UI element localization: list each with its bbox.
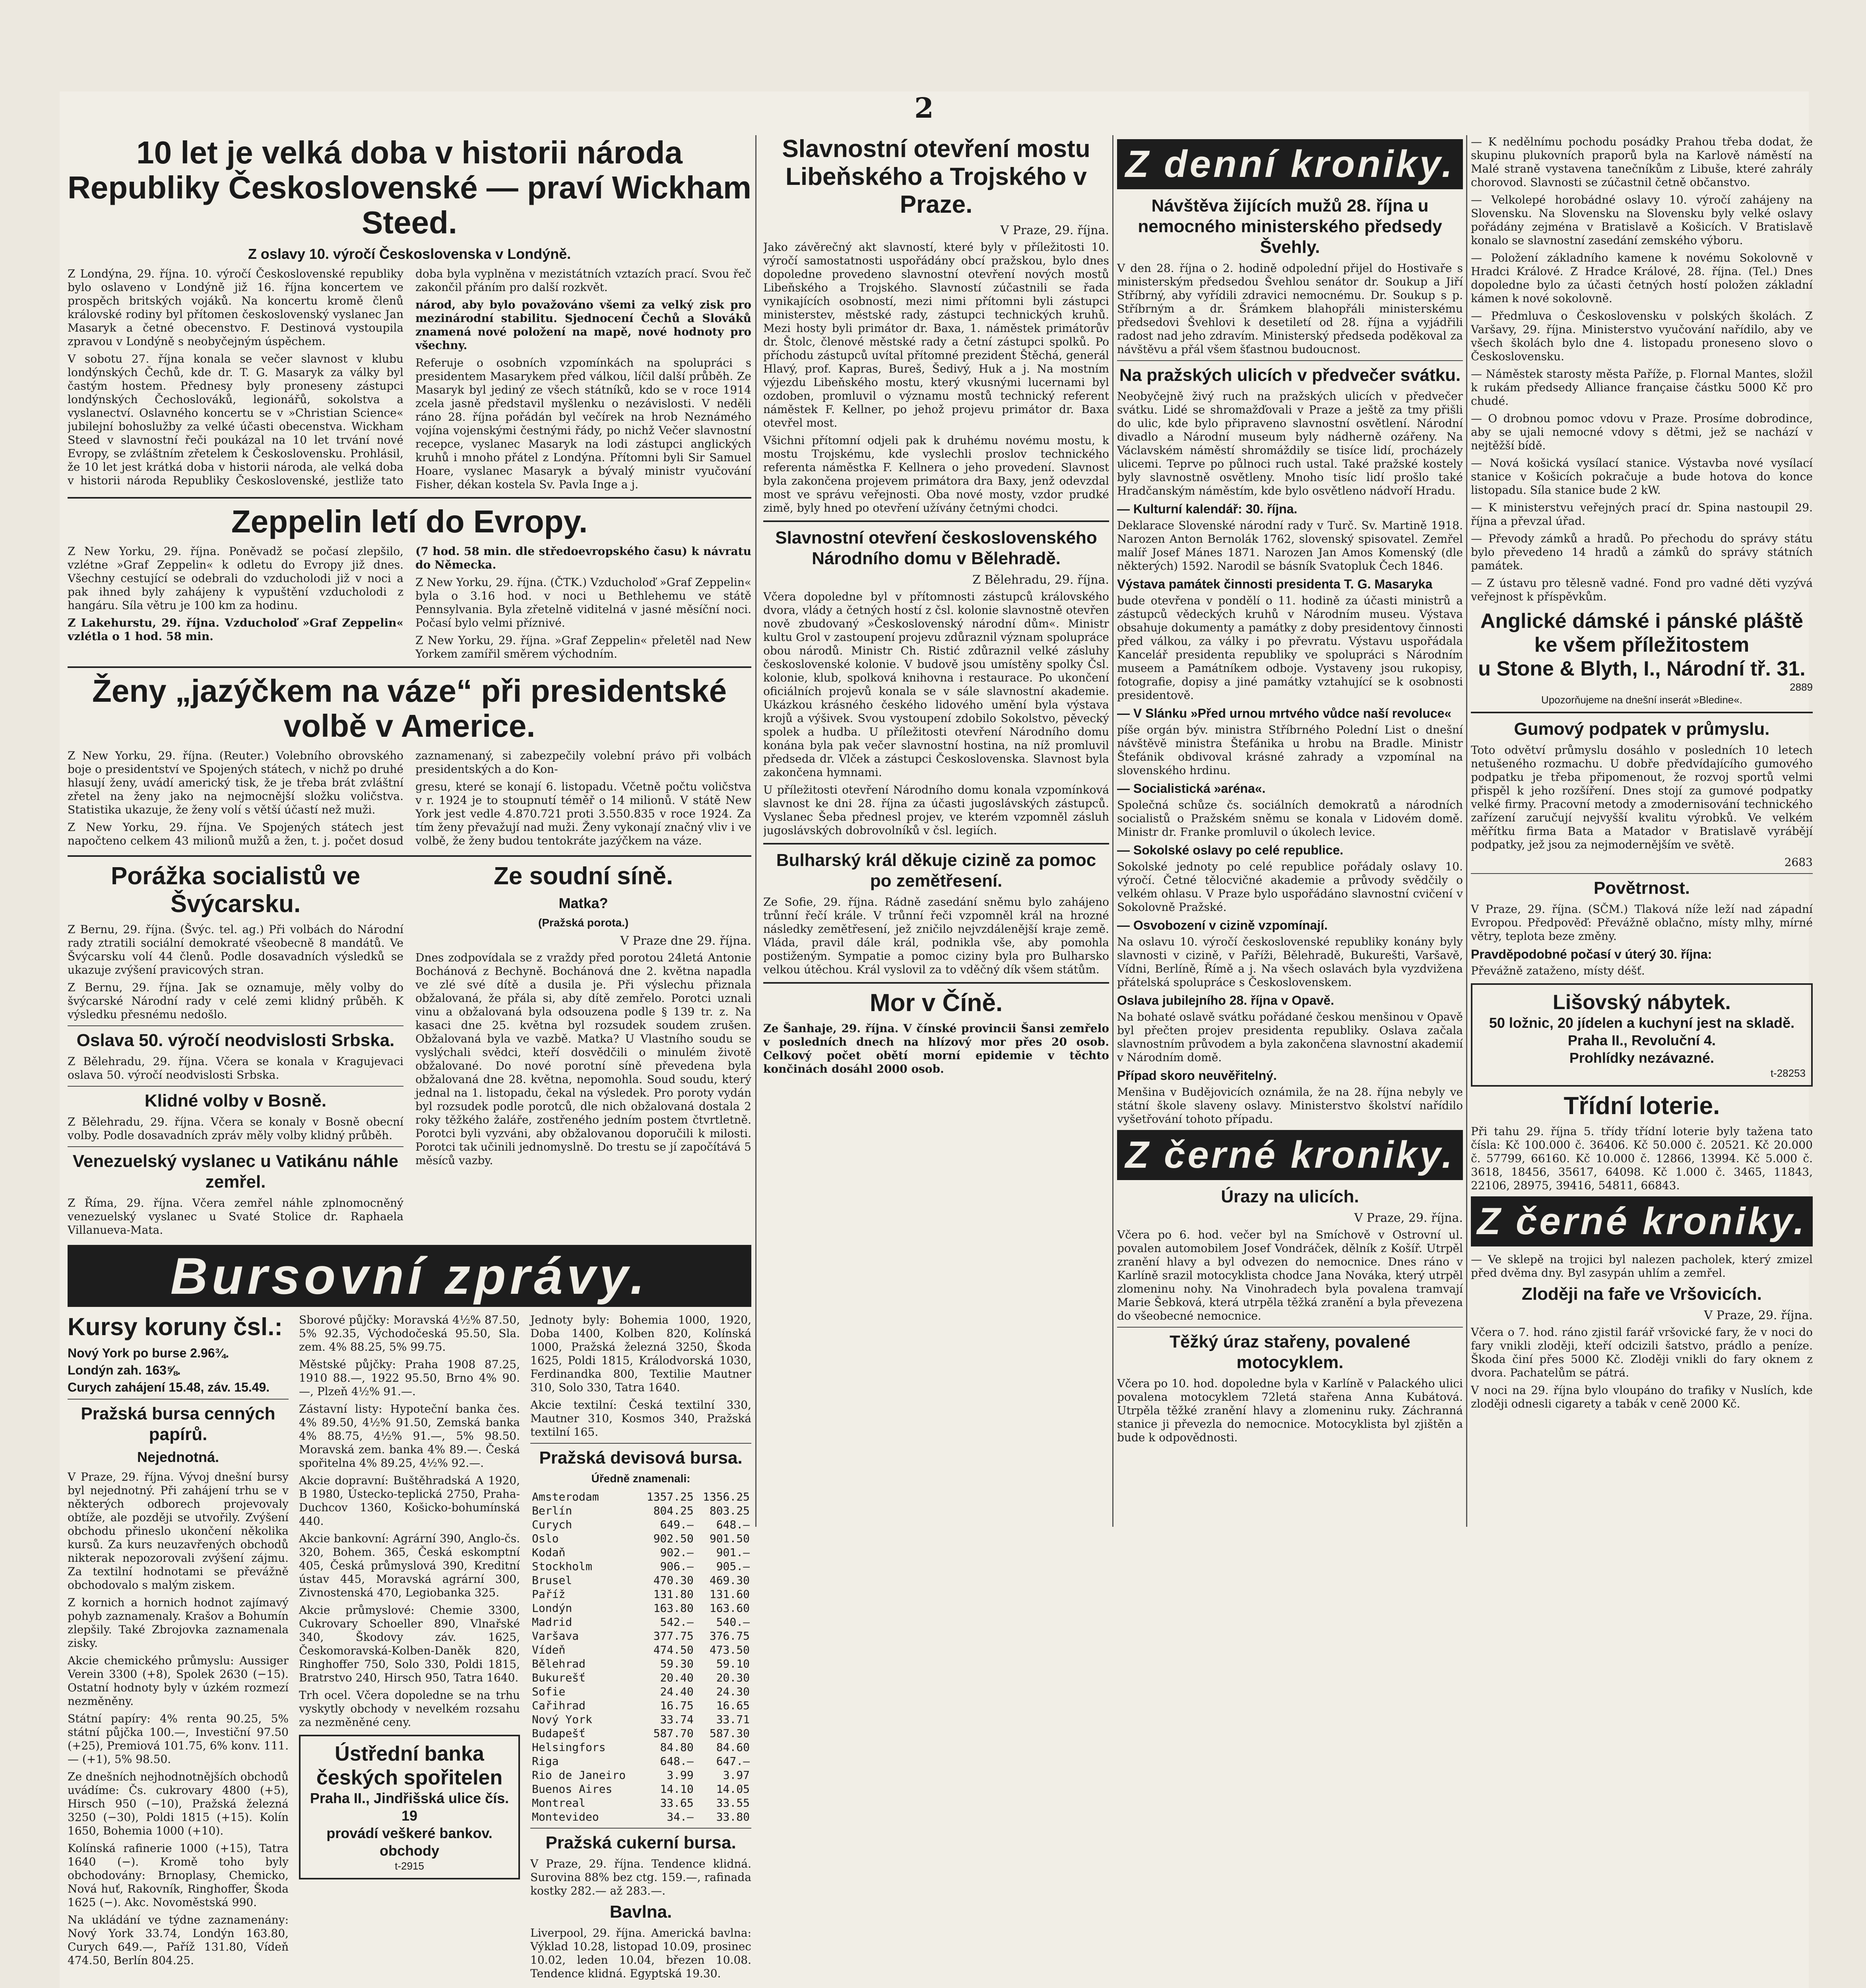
ad-stone-blyth xyxy=(1471,609,1813,706)
devisy-row xyxy=(530,1699,751,1712)
article-subtitle: Nejednotná. xyxy=(137,1449,219,1465)
devisy-rate: 470.30 xyxy=(653,1574,694,1587)
devisy-rate: 33.80 xyxy=(716,1810,750,1823)
ad-headline: Ústřední banka českých spořitelen xyxy=(316,1742,503,1789)
paragraph: Dnes zodpovídala se z vraždy před porotou 24letá Antonie Bochánová z Bechyně. Bochánová dne 2. května napadla ve zlé své dítě a dusila je. Při výslechu přiznala obžalovaná, že přála si, aby dítě zemřelo. Porotci uznali vinu a obžalovaná byla odsouzena podle § 139 tr. z. Na kasaci dne 25. května byl rozsudek soudem zrušen. Obžalovaná byla ve vazbě. Matka? U Vlastního soudu se vyslýchali svědci, kteří dosvědčili o minulém životě obžalované. Do nové porotní síně převedena byla obžalovaná dne 28. května, nepomohla. Soud soudu, který jednal na 1. listopadu, čekal na výsledek. Pro poroty vydán byl rozsudek podle porotců, dle nich obžalovaná dostala 2 roky těžkého žaláře, zostřeného jedním postem čtvrtletně. Porotci byli vyzváni, aby obžalovanou doporučili k milosti. Porotci tak učinili jednomyslně. Do trestu se jí započítává 5 měsíců vazby. xyxy=(415,951,751,1167)
devisy-row xyxy=(530,1726,751,1740)
item-lead: Výstava památek činnosti presidenta T. G. Masaryka xyxy=(1117,577,1433,591)
item-lead: — Sokolské oslavy po celé republice. xyxy=(1117,843,1344,857)
devisy-title: Pražská devisová bursa. xyxy=(539,1448,743,1468)
devisy-rate: 84.60 xyxy=(716,1741,750,1754)
paragraph: Z Říma, 29. října. Včera zemřel náhle zplnomocněný venezuelský vyslanec u Svaté Stolice dr. Raphaela Villanueva-Mata. xyxy=(68,1196,403,1237)
short-news-row xyxy=(68,862,751,1241)
paragraph: — Předmluva o Československu v polských školách. Z Varšavy, 29. října. Ministerstvo vyučování nařídilo, aby ve všech školách bylo dne 4. listopadu proneseno slovo o Československu. xyxy=(1471,309,1813,363)
paragraph: V Praze, 29. října. Tendence klidná. Surovina 88% bez ctg. 159.—, rafinada kostky 282.— až 283.—. xyxy=(530,1857,751,1897)
devisy-city: Helsingfors xyxy=(532,1741,606,1754)
devisy-row xyxy=(530,1643,751,1657)
devisy-city: Riga xyxy=(532,1755,559,1768)
devisy-rate: 33.55 xyxy=(716,1796,750,1809)
paragraph: U příležitosti otevření Národního domu konala vzpomínková slavnost ke dni 28. října za účasti jugoslávských zástupců. Vyslanec Šeba přednesl projev, ve kterém vzpomněl zásluh jugoslávských dobrovolníků v čsl. legiích. xyxy=(763,783,1109,837)
article-title: Návštěva žijících mužů 28. října u nemocného ministerského předsedy Švehly. xyxy=(1138,196,1442,257)
paragraph: Sborové půjčky: Moravská 4½% 87.50, 5% 92.35, Východočeská 95.50, Sla. zem. 4% 88.25, 5% 99.75. xyxy=(299,1313,520,1353)
ad-tagline: provádí veškeré bankov. obchody xyxy=(326,1825,493,1859)
item-lead: — Kulturní kalendář: 30. října. xyxy=(1117,502,1298,516)
section-banner: Z černé kroniky. xyxy=(1471,1196,1813,1246)
devisy-rate: 1357.25 xyxy=(646,1490,694,1503)
column-4 xyxy=(1471,135,1813,1415)
devisy-rate: 14.10 xyxy=(660,1782,694,1796)
devisy-row xyxy=(530,1657,751,1671)
ad-bank xyxy=(299,1735,520,1879)
devisy-rate: 84.80 xyxy=(660,1741,694,1754)
rule xyxy=(1471,873,1813,874)
article-title: Těžký úraz stařeny, povalené motocyklem. xyxy=(1170,1332,1410,1372)
devisy-rate: 163.80 xyxy=(653,1602,694,1615)
devisy-rate: 906.— xyxy=(660,1560,694,1573)
rule xyxy=(68,1399,289,1400)
devisy-city: Budapešť xyxy=(532,1727,586,1740)
paragraph: Společná schůze čs. sociálních demokratů a národních socialistů o Pražském sněmu se konala v Lidovém domě. Ministr dr. Franke promluvil o úkolech levice. xyxy=(1117,798,1463,839)
section-rule xyxy=(763,520,1109,522)
ad-note: Upozorňujeme na dnešní inserát »Bledine«. xyxy=(1541,694,1742,706)
dateline: Z Bělehradu, 29. října. xyxy=(972,573,1109,587)
section-rule xyxy=(68,855,751,857)
kurs-line: Londýn zah. 163⅝. xyxy=(68,1363,181,1377)
devisy-rate: 905.— xyxy=(716,1560,750,1573)
rule xyxy=(1117,1327,1463,1328)
paragraph: — Velkolepé horobádné oslavy 10. výročí zahájeny na Slovensku. Na Slovensku na Slovensku byly velké oslavy pořádány zejména v Bratislavě a Košicích. V Bratislavě konalo se slavnostní zasedání zemského výboru. xyxy=(1471,193,1813,247)
devisy-rate: 16.65 xyxy=(716,1699,750,1712)
article-title: Třídní loterie. xyxy=(1563,1092,1720,1120)
paragraph: (7 hod. 58 min. dle středoevropského času) k návratu do Německa. xyxy=(415,545,751,571)
ad-tagline: Prohlídky nezávazné. xyxy=(1569,1050,1715,1066)
paragraph: Z New Yorku, 29. října. Ve Spojených státech jest napočteno celkem 43 milionů mužů a žen, t. j. počet dosud zaznamenaný, si zabezpečily volební právo při volbách presidentských a do Kon- xyxy=(68,749,751,847)
article-title: Pražská cukerní bursa. xyxy=(545,1833,736,1852)
page-number: 2 xyxy=(914,91,934,124)
paragraph: Na ukládání ve týdne zaznamenány: Nový York 33.74, Londýn 163.80, Curych 649.—, Paříž 131.80, Vídeň 474.50, Berlín 804.25. xyxy=(68,1913,289,1967)
devisy-rate: 131.60 xyxy=(709,1588,750,1601)
article-title: Slavnostní otevření mostu Libeňského a Trojského v Praze. xyxy=(782,135,1090,218)
devisy-rate: 648.— xyxy=(660,1755,694,1768)
article-title: Bulharský král děkuje cizině za pomoc po zemětřesení. xyxy=(776,850,1096,891)
devisy-rate: 540.— xyxy=(716,1615,750,1629)
paragraph: Z New Yorku, 29. října. (Reuter.) Volebního obrovského boje o presidentství ve Spojených státech, v nichž po druhé hlasují ženy, uvádí americký tisk, že je třeba brát zvláštní zřetel na ženy jako na nejmocnější složku voličstva. Statistika ukazuje, že ženy volí s větší účastí než muži. xyxy=(68,749,403,816)
ad-code: 2889 xyxy=(1790,681,1813,693)
devisy-rate: 587.30 xyxy=(709,1727,750,1740)
article-title: Gumový podpatek v průmyslu. xyxy=(1514,719,1770,739)
article-title: Ze soudní síně. xyxy=(493,862,673,890)
paragraph: — K nedělnímu pochodu posádky Prahou třeba dodat, že skupinu plukovních praporů byla na Karlově náměstí na Malé straně vystavena tanečníkům z Libuše, které zahrály chorovod. Slavnosti se zúčastnil četně občanstvo. xyxy=(1471,135,1813,189)
item-lead: Oslava jubilejního 28. října v Opavě. xyxy=(1117,993,1334,1008)
devisy-rate: 59.30 xyxy=(660,1657,694,1670)
paragraph: — Náměstek starosty města Paříže, p. Flornal Mantes, složil k rukám předsedy Alliance française částku 5000 Kč pro chudé. xyxy=(1471,367,1813,408)
devisy-city: Bukurešť xyxy=(532,1671,586,1684)
article-body xyxy=(68,749,751,850)
devisy-row xyxy=(530,1671,751,1685)
section-rule xyxy=(68,497,751,499)
devisy-row xyxy=(530,1601,751,1615)
article-subtitle: (Pražská porota.) xyxy=(538,916,629,929)
paragraph: Akcie dopravní: Buštěhradská A 1920, B 1980, Ústecko-teplická 2750, Praha-Duchcov 1360, Košicko-bohumínská 440. xyxy=(299,1474,520,1528)
article-title: Porážka socialistů ve Švýcarsku. xyxy=(111,862,361,918)
column-3 xyxy=(1117,135,1463,1448)
paragraph: Ze Šanhaje, 29. října. V čínské provincii Šansi zemřelo v posledních dnech na hlízový mor přes 20 osob. Celkový počet obětí morní epidemie v těchto končinách dosáhl 2000 osob. xyxy=(763,1022,1109,1076)
article-title: Zeppelin letí do Evropy. xyxy=(231,504,588,539)
article-title: Na pražských ulicích v předvečer svátku. xyxy=(1119,365,1461,385)
article-body xyxy=(68,545,751,661)
paragraph: Převážně zataženo, místy déšť. xyxy=(1471,964,1645,977)
devisy-rate: 163.60 xyxy=(709,1602,750,1615)
bourse-col-3 xyxy=(530,1313,751,1984)
paragraph: Státní papíry: 4% renta 90.25, 5% státní půjčka 100.—, Investiční 97.50 (+25), Premiová 101.75, 6% konv. 111.— (+1), 5% 98.50. xyxy=(68,1712,289,1766)
article-subtitle: Matka? xyxy=(559,895,608,911)
section-rule xyxy=(1471,712,1813,713)
devisy-rate: 376.75 xyxy=(709,1629,750,1642)
column-1 xyxy=(68,135,751,1984)
devisy-row xyxy=(530,1685,751,1699)
ad-headline: Anglické dámské i pánské pláště ke všem příležitostem xyxy=(1480,610,1804,656)
paragraph: Na oslavu 10. výročí československé republiky konány byly slavnosti v cizině, v Paříži, Bělehradě, Bukurešti, Varšavě, Vídni, Berlíně, Římě a j. Na všech oslavách byla vyzdvižena přátelská spolupráce s Československem. xyxy=(1117,935,1463,989)
section-rule xyxy=(68,666,751,668)
paragraph: Akcie průmyslové: Chemie 3300, Cukrovary Schoeller 890, Vlnařské 340, Škodovy záv. 1625, Českomoravská-Kolben-Daněk 820, Ringhoffer 750, Solo 330, Poldi 1815, Bratrstvo 240, Hirsch 950, Tatra 1640. xyxy=(299,1604,520,1684)
devisy-city: Curych xyxy=(532,1518,572,1531)
devisy-city: Rio de Janeiro xyxy=(532,1769,626,1782)
article-title: Zloději na faře ve Vršovicích. xyxy=(1521,1284,1762,1304)
article-body xyxy=(68,267,751,491)
devisy-row xyxy=(530,1796,751,1810)
devisy-rate: 33.65 xyxy=(660,1796,694,1809)
section-rule xyxy=(763,843,1109,845)
paragraph: Z Bernu, 29. října. Jak se oznamuje, měly volby do švýcarské Národní rady v celé zemi klidný průběh. K výsledku přesnému nedošlo. xyxy=(68,981,403,1021)
court-article xyxy=(415,862,751,1241)
article-title: Mor v Číně. xyxy=(869,989,1003,1017)
ad-lisovsky xyxy=(1471,983,1813,1087)
ad-body: 50 ložnic, 20 jídelen a kuchyní jest na skladě. Praha II., Revoluční 4. xyxy=(1489,1015,1795,1048)
paragraph: Na bohaté oslavě svátku pořádané českou menšinou v Opavě byl přečten projev presidenta republiky. Oslava začala slavnostním průvodem a byla zakončena slavnostní akademií v Národním domě. xyxy=(1117,1010,1463,1064)
column-divider xyxy=(1466,135,1467,1527)
devisy-city: Amsterodam xyxy=(532,1490,599,1503)
paragraph: Trh ocel. Včera dopoledne se na trhu vyskytly obchody v nevelkém rozsahu za nezměněné ceny. xyxy=(299,1689,520,1729)
article-title: Ženy „jazýčkem na váze“ při presidentské volbě v Americe. xyxy=(92,673,727,744)
article-title: 10 let je velká doba v historii národa Republiky Československé — praví Wickham Steed. xyxy=(68,135,751,240)
paragraph: Včera o 7. hod. ráno zjistil farář vršovické fary, že v noci do fary vnikli zloději, kteří odcizili šatstvo, prádlo a peníze. Škoda činí přes 5000 Kč. Zloději vnikli do fary oknem z dvora. Pachatelům se pátrá. xyxy=(1471,1326,1813,1379)
paragraph: Kolínská rafinerie 1000 (+15), Tatra 1640 (−). Kromě toho byly obchodovány: Brnoplasy, Chemicko, Nová huť, Rakovník, Ringhoffer, Škoda 1625 (−). Akc. Novoměstská 990. xyxy=(68,1842,289,1909)
devisy-rate: 587.70 xyxy=(653,1727,694,1740)
devisy-rate: 647.— xyxy=(716,1755,750,1768)
rule xyxy=(530,1828,751,1829)
ad-address: u Stone & Blyth, I., Národní tř. 31. xyxy=(1478,657,1806,680)
devisy-row xyxy=(530,1504,751,1518)
paragraph: Jednoty byly: Bohemia 1000, 1920, Doba 1400, Kolben 820, Kolínská 1000, Pražská železná 3250, Škoda 1625, Poldi 1815, Králodvorská 1030, Ferdinandka 800, Textilie Mautner 310, Solo 330, Tatra 1640. xyxy=(530,1313,751,1394)
article-title: Klidné volby v Bosně. xyxy=(144,1091,327,1110)
devisy-rate: 34.— xyxy=(667,1810,694,1823)
devisy-rate: 901.— xyxy=(716,1546,750,1559)
paragraph: — Nová košická vysílací stanice. Výstavba nové vysílací stanice v Košicích pokračuje a bude hotova do konce listopadu. Síla stanice bude 2 kW. xyxy=(1471,456,1813,497)
paragraph: Sokolské jednoty po celé republice pořádaly oslavy 10. výročí. Četné tělocvičné akademie a průvody svědčily o velkém ohlasu. V Praze bylo uspořádáno slavnostní cvičení v Sokolovně Pražské. xyxy=(1117,860,1463,914)
article-title: Oslava 50. výročí neodvislosti Srbska. xyxy=(76,1031,395,1050)
devisy-rate: 901.50 xyxy=(709,1532,750,1545)
devisy-row xyxy=(530,1545,751,1559)
devisy-row xyxy=(530,1587,751,1601)
dateline: V Praze, 29. října. xyxy=(1704,1309,1813,1322)
devisy-city: Londýn xyxy=(532,1602,572,1615)
article-subtitle: Z oslavy 10. výročí Československa v Londýně. xyxy=(248,246,571,262)
devisy-city: Montreal xyxy=(532,1796,586,1809)
paragraph: bude otevřena v pondělí o 11. hodině za účasti ministrů a zástupců vědeckých kruhů v Národním museu. Výstava obsahuje dokumenty a památky z doby presidentovy činnosti před válkou, za války i po převratu. Výstavu uspořádala Kancelář presidenta republiky ve spolupráci s Národním museem a Památníkem odboje. Vystaveny jsou rukopisy, fotografie, dopisy a jiné památky vztahující se k osobnosti presidentově. xyxy=(1117,594,1463,702)
article-title: Pražská bursa cenných papírů. xyxy=(81,1404,275,1444)
paragraph: Akcie chemického průmyslu: Aussiger Verein 3300 (+8), Spolek 2630 (−15). Ostatní hodnoty byly v úzkém rozmezí nezměněny. xyxy=(68,1654,289,1708)
dateline: V Praze dne 29. října. xyxy=(620,934,751,948)
section-banner: Z černé kroniky. xyxy=(1117,1130,1463,1180)
paragraph: Z New Yorku, 29. října. (ČTK.) Vzducholoď »Graf Zeppelin« byla o 3.16 hod. v noci u Bethlehemu ve státě Pennsylvania. Byla zřetelně viditelná v jasné měsíční noci. Počasí bylo velmi příznivé. xyxy=(415,576,751,629)
devisy-rate: 1356.25 xyxy=(702,1490,750,1503)
devisy-city: Berlín xyxy=(532,1504,572,1517)
devisy-subtitle: Úředně znamenali: xyxy=(591,1472,691,1485)
paragraph: Včera po 10. hod. dopoledne byla v Karlíně v Palackého ulici povalena motocyklem 72letá stařena Anna Kubátová. Utrpěla těžké zranění hlavy a zlomeninu ruky. Záchranná stanice ji převezla do nemocnice. Motocyklista byl zjištěn a bude k odpovědnosti. xyxy=(1117,1377,1463,1444)
devisy-rate: 24.30 xyxy=(716,1685,750,1698)
paragraph: Při tahu 29. října 5. třídy třídní loterie byly tažena tato čísla: Kč 100.000 č. 36406. Kč 50.000 č. 20521. Kč 20.000 č. 57799, 66160. Kč 10.000 č. 12866, 13994. Kč 5.000 č. 3618, 18456, 35617, 64098. Kč 1.000 č. 3465, 11843, 22106, 28975, 39416, 54811, 66843. xyxy=(1471,1125,1813,1192)
dateline: V Praze, 29. října. xyxy=(1000,223,1109,237)
paragraph: — O drobnou pomoc vdovu v Praze. Prosíme dobrodince, aby se ujali nemocné vdovy s dětmi, jež se nachází v nejtěžší bídě. xyxy=(1471,412,1813,452)
item-lead: — Socialistická »aréna«. xyxy=(1117,781,1266,796)
devisy-row xyxy=(530,1532,751,1545)
devisy-rate: 33.74 xyxy=(660,1713,694,1726)
devisy-row xyxy=(530,1629,751,1643)
column-divider xyxy=(1112,135,1113,1527)
item-lead: Případ skoro neuvěřitelný. xyxy=(1117,1068,1277,1083)
section-rule xyxy=(763,982,1109,984)
devisy-rate: 542.— xyxy=(660,1615,694,1629)
devisy-rate: 804.25 xyxy=(653,1504,694,1517)
devisy-rate: 20.40 xyxy=(660,1671,694,1684)
devisy-row xyxy=(530,1518,751,1532)
paragraph: V noci na 29. října bylo vloupáno do trafiky v Nuslích, kde zloději odnesli cigarety a tabák v ceně 2000 Kč. xyxy=(1471,1384,1813,1410)
article-title: Slavnostní otevření československého Národního domu v Bělehradě. xyxy=(775,528,1097,568)
paragraph: Z Bernu, 29. října. (Švýc. tel. ag.) Při volbách do Národní rady ztratili sociální demokraté všeobecně 8 mandátů. Ve Švýcarsku volí 44 členů. Podle dosavadních výsledků se ukazuje zvýšení pravicových stran. xyxy=(68,923,403,977)
paragraph: Liverpool, 29. října. Americká bavlna: Výklad 10.28, listopad 10.09, prosinec 10.02, leden 10.04, březen 10.08. Tendence klidná. Egyptská 19.30. xyxy=(530,1926,751,1980)
devisy-rate: 14.05 xyxy=(716,1782,750,1796)
column-divider xyxy=(755,135,756,1527)
devisy-row xyxy=(530,1740,751,1754)
rule xyxy=(68,1025,403,1026)
devisy-rate: 902.50 xyxy=(653,1532,694,1545)
devisy-city: Bělehrad xyxy=(532,1657,586,1670)
devisy-row xyxy=(530,1615,751,1629)
rule xyxy=(68,1086,403,1087)
devisy-rate: 3.97 xyxy=(723,1769,750,1782)
bourse-section xyxy=(68,1313,751,1984)
devisy-rate: 648.— xyxy=(716,1518,750,1531)
paragraph: Jako závěrečný akt slavností, které byly v příležitosti 10. výročí samostatnosti uspořádány obcí pražskou, bylo dnes dopoledne provedeno slavnostní otevření nových mostů Libeňského a Trojského. Slavností zúčastnili se řada vynikajících osobností, mezi nimi přítomni byli zástupci ministerstev, městské rady, zástupci technických kruhů. Mezi hosty byli primátor dr. Baxa, 1. náměstek primátorův dr. Štolc, členové městské rady a četní zástupci spolků. Po příchodu zástupců uvítal přítomné prezident Štěchá, generál Hlavý, prof. Kapras, Bureš, Šedivý, Huk a j. Na mostním výjezdu Libeňského mostu, který vkusnými lucernami byl ozdoben, promluvil o významu mostů technický referent náměstek F. Kellner, po jehož projevu primátor dr. Baxa otevřel most. xyxy=(763,241,1109,429)
section-banner: Z denní kroniky. xyxy=(1117,139,1463,189)
paragraph: Z New Yorku, 29. října. Poněvadž se počasí zlepšilo, vzlétne »Graf Zeppelin« k odletu do Evropy již dnes. Všechny cestující se odebrali do vzducholodi již v noci a pak ihned byly zahájeny k vypuštění vzducholodi z hangáru. Síla větru je 100 km za hodinu. xyxy=(68,545,403,612)
paragraph: Ze dnešních nejhodnotnějších obchodů uvádíme: Čs. cukrovary 4800 (+5), Hirsch 950 (−10), Pražská železná 3250 (−30), Poldi 1815 (+15). Kolín 1650, Bohemia 1000 (+10). xyxy=(68,1770,289,1837)
devisy-rate: 469.30 xyxy=(709,1574,750,1587)
paragraph: Toto odvětví průmyslu dosáhlo v posledních 10 letech netušeného rozmachu. U dobře předvídajícího gumového podpatku je třeba připomenout, že rozvoj sportů velmi přispěl k jeho rozšíření. Dnes stojí za gumové podpatky velké firmy. Pracovní metody a zmodernisování technického zařízení zaručují nejvyšší kvalitu výrobků. Ve velkém měřítku firma Bata a Matador v Bratislavě vyrábějí podpatky, jež jsou za nejmodernějším ve světě. xyxy=(1471,744,1813,851)
paragraph: Včera po 6. hod. večer byl na Smíchově v Ostrovní ul. povalen automobilem Josef Vondráček, dělník z Košíř. Utrpěl zranění hlavy a byl odvezen do nemocnice. Dnes ráno v Karlíně srazil motocyklista chodce Jana Nováka, který utrpěl zlomeninu nohy. Na Vinohradech byla povalena tramvají Marie Šebková, která utrpěla těžká zranění a byla převezena do všeobecné nemocnice. xyxy=(1117,1228,1463,1322)
paragraph: V den 28. října o 2. hodině odpolední přijel do Hostivaře s ministerským předsedou Švehlou senátor dr. Soukup a Jiří Stříbrný, aby vyřídili zdravici nemocnému. Dr. Soukup s p. Stříbrným a dr. Šrámkem blahopřáli ministerskému předsedovi Švehlovi k desetiletí od 28. října a vyjádřili radost nad jeho zdravím. Ministerský předseda poděkoval za návštěvu a přál všem šťastnou budoucnost. xyxy=(1117,262,1463,356)
bourse-col-2 xyxy=(299,1313,520,1984)
devisy-city: Varšava xyxy=(532,1629,579,1642)
paragraph: — Převody zámků a hradů. Po přechodu do správy státu bylo převedeno 14 hradů a zámků do správy státních památek. xyxy=(1471,532,1813,572)
devisy-rate: 377.75 xyxy=(653,1629,694,1642)
devisy-row xyxy=(530,1573,751,1587)
paragraph: Neobyčejně živý ruch na pražských ulicích v předvečer svátku. Lidé se shromažďovali v Praze a ještě za tmy přišli do ulic, kde bylo připraveno slavnostní osvětlení. Národní divadlo a Národní museum byly nádherně ozářeny. Na Václavském náměstí shromáždily se tisíce lidí, procházely ulicemi. Teprve po půlnoci ruch ustal. Také pražské kostely byly slavnostně osvětleny. Mnoho tisíc lidí prošlo také Hradčanským náměstím, kde bylo osvětleno nádvoří Hradu. xyxy=(1117,390,1463,497)
article-title: Venezuelský vyslanec u Vatikánu náhle zemřel. xyxy=(72,1151,399,1192)
bourse-col-1 xyxy=(68,1313,289,1984)
paragraph: — Ve sklepě na trojici byl nalezen pacholek, který zmizel před dvěma dny. Byl zasypán uhlím a zemřel. xyxy=(1471,1253,1813,1279)
devisy-city: Brusel xyxy=(532,1574,572,1587)
devisy-row xyxy=(530,1559,751,1573)
rule xyxy=(68,1146,403,1147)
devisy-rate: 16.75 xyxy=(660,1699,694,1712)
ad-address: Praha II., Jindřišská ulice čís. 19 xyxy=(310,1790,509,1824)
devisy-row xyxy=(530,1490,751,1504)
kurs-line: Curych zahájení 15.48, záv. 15.49. xyxy=(68,1380,270,1394)
devisy-rate: 3.99 xyxy=(667,1769,694,1782)
devisy-rate: 474.50 xyxy=(653,1643,694,1656)
devisy-rate: 473.50 xyxy=(709,1643,750,1656)
devisy-rate: 33.71 xyxy=(716,1713,750,1726)
paragraph: — Z ústavu pro tělesně vadné. Fond pro vadné děti vyzývá veřejnost k příspěvkům. xyxy=(1471,577,1813,603)
devisy-rate: 24.40 xyxy=(660,1685,694,1698)
devisy-row xyxy=(530,1768,751,1782)
paragraph: Z New Yorku, 29. října. »Graf Zeppelin« přeletěl nad New Yorkem zamířil směrem východním. xyxy=(415,634,751,660)
article-title: Bavlna. xyxy=(609,1902,672,1922)
kurs-line: Nový York po burse 2.96¾. xyxy=(68,1346,229,1360)
devisy-city: Vídeň xyxy=(532,1643,566,1656)
kursy-title: Kursy koruny čsl.: xyxy=(68,1313,283,1341)
ad-code: t-28253 xyxy=(1770,1067,1806,1079)
ad-code: 2683 xyxy=(1784,856,1813,869)
item-lead: — Osvobození v cizině vzpomínají. xyxy=(1117,918,1328,932)
devisy-rate: 649.— xyxy=(660,1518,694,1531)
devisy-city: Nový York xyxy=(532,1713,592,1726)
paragraph: Deklarace Slovenské národní rady v Turč. Sv. Martině 1918. Narozen Anton Bernolák 1762, slovenský spisovatel. Zemřel malíř Josef Mánes 1871. Narozen Jan Amos Komenský (dle některých) 1592. Narodil se básník Svatopluk Čech 1846. xyxy=(1117,519,1463,573)
paragraph: Z kornich a hornich hodnot zajímavý pohyb zaznamenaly. Krašov a Bohumín zlepšily. Také Zbrojovka zaznamenala zisky. xyxy=(68,1596,289,1650)
paragraph: Z Bělehradu, 29. října. Včera se konaly v Bosně obecní volby. Podle dosavadních zpráv měly volby klidný průběh. xyxy=(68,1115,403,1142)
rule xyxy=(530,1443,751,1444)
devisy-row xyxy=(530,1754,751,1768)
article-title: Povětrnost. xyxy=(1593,878,1690,898)
paragraph: Z Lakehurstu, 29. října. Vzducholoď »Graf Zeppelin« vzlétla o 1 hod. 58 min. xyxy=(68,616,403,643)
paragraph: Akcie bankovní: Agrární 390, Anglo-čs. 320, Bohem. 365, Česká eskomptní 405, Česká průmyslová 390, Kreditní ústav 445, Moravská agrární 300, Zivnostenská 470, Legiobanka 325. xyxy=(299,1532,520,1599)
devisy-city: Stockholm xyxy=(532,1560,592,1573)
paragraph: Z Bělehradu, 29. října. Včera se konala v Kragujevaci oslava 50. výročí neodvislosti Srbska. xyxy=(68,1055,403,1081)
paragraph: Včera dopoledne byl v přítomnosti zástupců královského dvora, vlády a četných hostí z čsl. kolonie slavnostně otevřen nově zbudovaný »Československý národní dům«. Ministr kultu Grol v zastoupení projevu zdůraznil význam spolupráce obou národů. Ministr Ch. Ristić zdůraznil velké zásluhy československé kolonie. V budově jsou umístěny spolky Čsl. kolonie, klub, spolková knihovna i restaurace. Po ukončení oficiálních projevů konala se v sále slavnostní akademie. Ukázkou krásného českého lidového umění byla výstava krojů a výšivek. Svou vystoupení zdobilo Sokolstvo, pěvecký spolek a hudba. U příležitosti otevření Národního domu konána byla pak večer slavnostní hostina, na níž promluvil předseda dr. Vlček a zástupci Československa. Slavnost byla zakončena hymnami. xyxy=(763,590,1109,779)
paragraph: — Položení základního kamene k novému Sokolovně v Hradci Králové. Z Hradce Králové, 28. října. (Tel.) Dnes dopoledne bylo za účasti četných hostí položen základní kámen k nové sokolovně. xyxy=(1471,251,1813,305)
paragraph: Zástavní listy: Hypoteční banka čes. 4% 89.50, 4½% 91.50, Zemská banka 4% 88.75, 4½% 91.—, 5% 98.50. Moravská zem. banka 4% 89.—. Česká spořitelna 4% 89.25, 4½% 92.—. xyxy=(299,1402,520,1470)
devisy-rate: 20.30 xyxy=(716,1671,750,1684)
paragraph: Akcie textilní: Česká textilní 330, Mautner 310, Kosmos 340, Pražská textilní 165. xyxy=(530,1398,751,1439)
paragraph: národ, aby bylo považováno všemi za velký zisk pro mezinárodní stabilitu. Sjednocení Čechů a Slováků znamená nové položení na mapě, nové hodnoty pro všechny. xyxy=(415,298,751,352)
paragraph: V Praze, 29. října. Vývoj dnešní bursy byl nejednotný. Při zahájení trhu se v některých odborech projevovaly obtíže, ale později se utvořily. Zvýšení obchodu přineslo ukončení několika kursů. Za kurs neuzavřených obchodů nikterak nepozorovali zvýšení zájmu. Za textilní hodnotami se převážně obchodovalo s malým ziskem. xyxy=(68,1470,289,1592)
article-title: Úrazy na ulicích. xyxy=(1221,1187,1359,1206)
devisy-rate: 803.25 xyxy=(709,1504,750,1517)
devisy-city: Oslo xyxy=(532,1532,559,1545)
devisy-row xyxy=(530,1810,751,1824)
devisy-city: Montevideo xyxy=(532,1810,599,1823)
devisy-table xyxy=(530,1490,751,1824)
paragraph: Městské půjčky: Praha 1908 87.25, 1910 88.—, 1922 95.50, Brno 4% 90.—, Plzeň 4½% 91.—. xyxy=(299,1358,520,1398)
ad-headline: Lišovský nábytek. xyxy=(1553,991,1731,1014)
devisy-rate: 59.10 xyxy=(716,1657,750,1670)
column-2 xyxy=(763,135,1109,1080)
devisy-city: Sofie xyxy=(532,1685,566,1698)
section-banner: Bursovní zprávy. xyxy=(68,1245,751,1307)
devisy-city: Buenos Aires xyxy=(532,1782,613,1796)
item-lead: Pravděpodobné počasí v úterý 30. října: xyxy=(1471,947,1712,961)
paragraph: Z Londýna, 29. října. 10. výročí Československé republiky bylo oslaveno v Londýně již 16. října koncertem ve prospěch britských vojáků. Na koncertu kromě členů královské rodiny byl přítomen československý vyslanec Jan Masaryk a četné obecenstvo. F. Destinová vystoupila zpravou v Londýně s neobyčejným úspěchem. xyxy=(68,267,403,348)
paragraph: Menšina v Budějovicích oznámila, že na 28. října nebyly ve státní škole slaveny oslavy. Ministerstvo školství nařídilo vyšetřování tohoto případu. xyxy=(1117,1085,1463,1126)
devisy-city: Madrid xyxy=(532,1615,572,1629)
devisy-city: Cařihrad xyxy=(532,1699,586,1712)
paragraph: V Praze, 29. října. (SČM.) Tlaková níže leží nad západní Evropou. Předpověď: Převážně oblačno, místy mlhy, mírné větry, teplota beze změny. xyxy=(1471,903,1813,943)
paragraph: Referuje o osobních vzpomínkách na spolupráci s presidentem Masarykem před válkou, líčil další průběh. Ze Masaryk byl jediný ze všech státníků, kdo se v roce 1914 zcela jasně představil myšlenku o nezávislosti. V neděli ráno 28. října pořádán byl večírek na hrob Neznámého vojína vojenskými čestnými řády, po nichž Večer slavnostní recepce, vyslanec Masaryk na lodi zástupci anglických kruhů i mnoho přátel z Londýna. Přítomni byli Sir Samuel Hoare, vyslanec Masaryk a bývalý ministr vyučování Fisher, dékan kostela Sv. Pavla Inge a j. xyxy=(415,356,751,491)
paragraph: Ze Sofie, 29. října. Rádně zasedání sněmu bylo zahájeno trůnní řečí krále. V trůnní řeči vzpomněl král na hrozné následky zemětřesení, jež zničilo nejvzdálenější kraje země. Vláda, pravil dále král, podnikla vše, aby pomohla postiženým. Sympatie a pomoc ciziny byla pro Bulharsko velkou útěchou. Král vyslovil za to vděčný dík všem státům. xyxy=(763,895,1109,976)
paragraph: V sobotu 27. října konala se večer slavnost v klubu londýnských Čechů, kde dr. T. G. Masaryk za války byl častým hostem. Přednesy byly proneseny zástupci londýnských Čechoslováků, legionářů, sokolstva a vyslanectví. Oslavného koncertu se v »Christian Science« jubilejní bohoslužby za velké účasti obecenstva. Wickham Steed v slavnostní řeči poukázal na 10 let trvání nové Evropy, se zvláštním zřetelem k Československu. Prohlásil, že 10 let jest krátká doba v historii národa, ale velká doba v historii národa Republiky Československé, jestliže tato doba byla vyplněna v mezistátních vztazích prací. Svou řeč zakončil přáním pro další rozkvět. xyxy=(68,267,751,487)
paragraph: Všichni přítomní odjeli pak k druhému novému mostu, k mostu Trojskému, kde vyslechli proslov technického referenta náměstka F. Kellnera o jeho provedení. Slavnost byla zakončena projevem primátora dra Baxy, jenž odevzdal most ve správu veřejnosti. Oba nové mosty, vzdor prudké zimě, byly hned po otevření užívány četnými chodci. xyxy=(763,434,1109,514)
devisy-rate: 131.80 xyxy=(653,1588,694,1601)
paragraph: gresu, které se konají 6. listopadu. Včetně počtu voličstva v r. 1924 je to stoupnutí téměř o 14 milionů. V státě New York jest vedle 4.870.721 proti 3.550.835 v roce 1924. Za tím ženy převažují nad muži. Ženy vykonají značný vliv i ve volbě, že ženy budou tentokráte jazýčkem na váze. xyxy=(415,780,751,847)
short-news-left xyxy=(68,862,403,1241)
dateline: V Praze, 29. října. xyxy=(1354,1211,1463,1225)
ad-code: t-2915 xyxy=(395,1860,424,1872)
devisy-row xyxy=(530,1782,751,1796)
paragraph: píše orgán býv. ministra Stříbrného Polední List o dnešní návštěvě ministra Štefánika u hrobu na Bradle. Ministr Štefánik obdivoval krásné zahrady a vzpomínal na slovenského hrdinu. xyxy=(1117,723,1463,777)
paragraph: — K ministerstvu veřejných prací dr. Spina nastoupil 29. října a převzal úřad. xyxy=(1471,501,1813,528)
rule xyxy=(1117,360,1463,361)
devisy-rate: 902.— xyxy=(660,1546,694,1559)
devisy-city: Kodaň xyxy=(532,1546,566,1559)
devisy-row xyxy=(530,1712,751,1726)
item-lead: — V Slánku »Před urnou mrtvého vůdce naší revoluce« xyxy=(1117,706,1452,720)
devisy-city: Paříž xyxy=(532,1588,566,1601)
